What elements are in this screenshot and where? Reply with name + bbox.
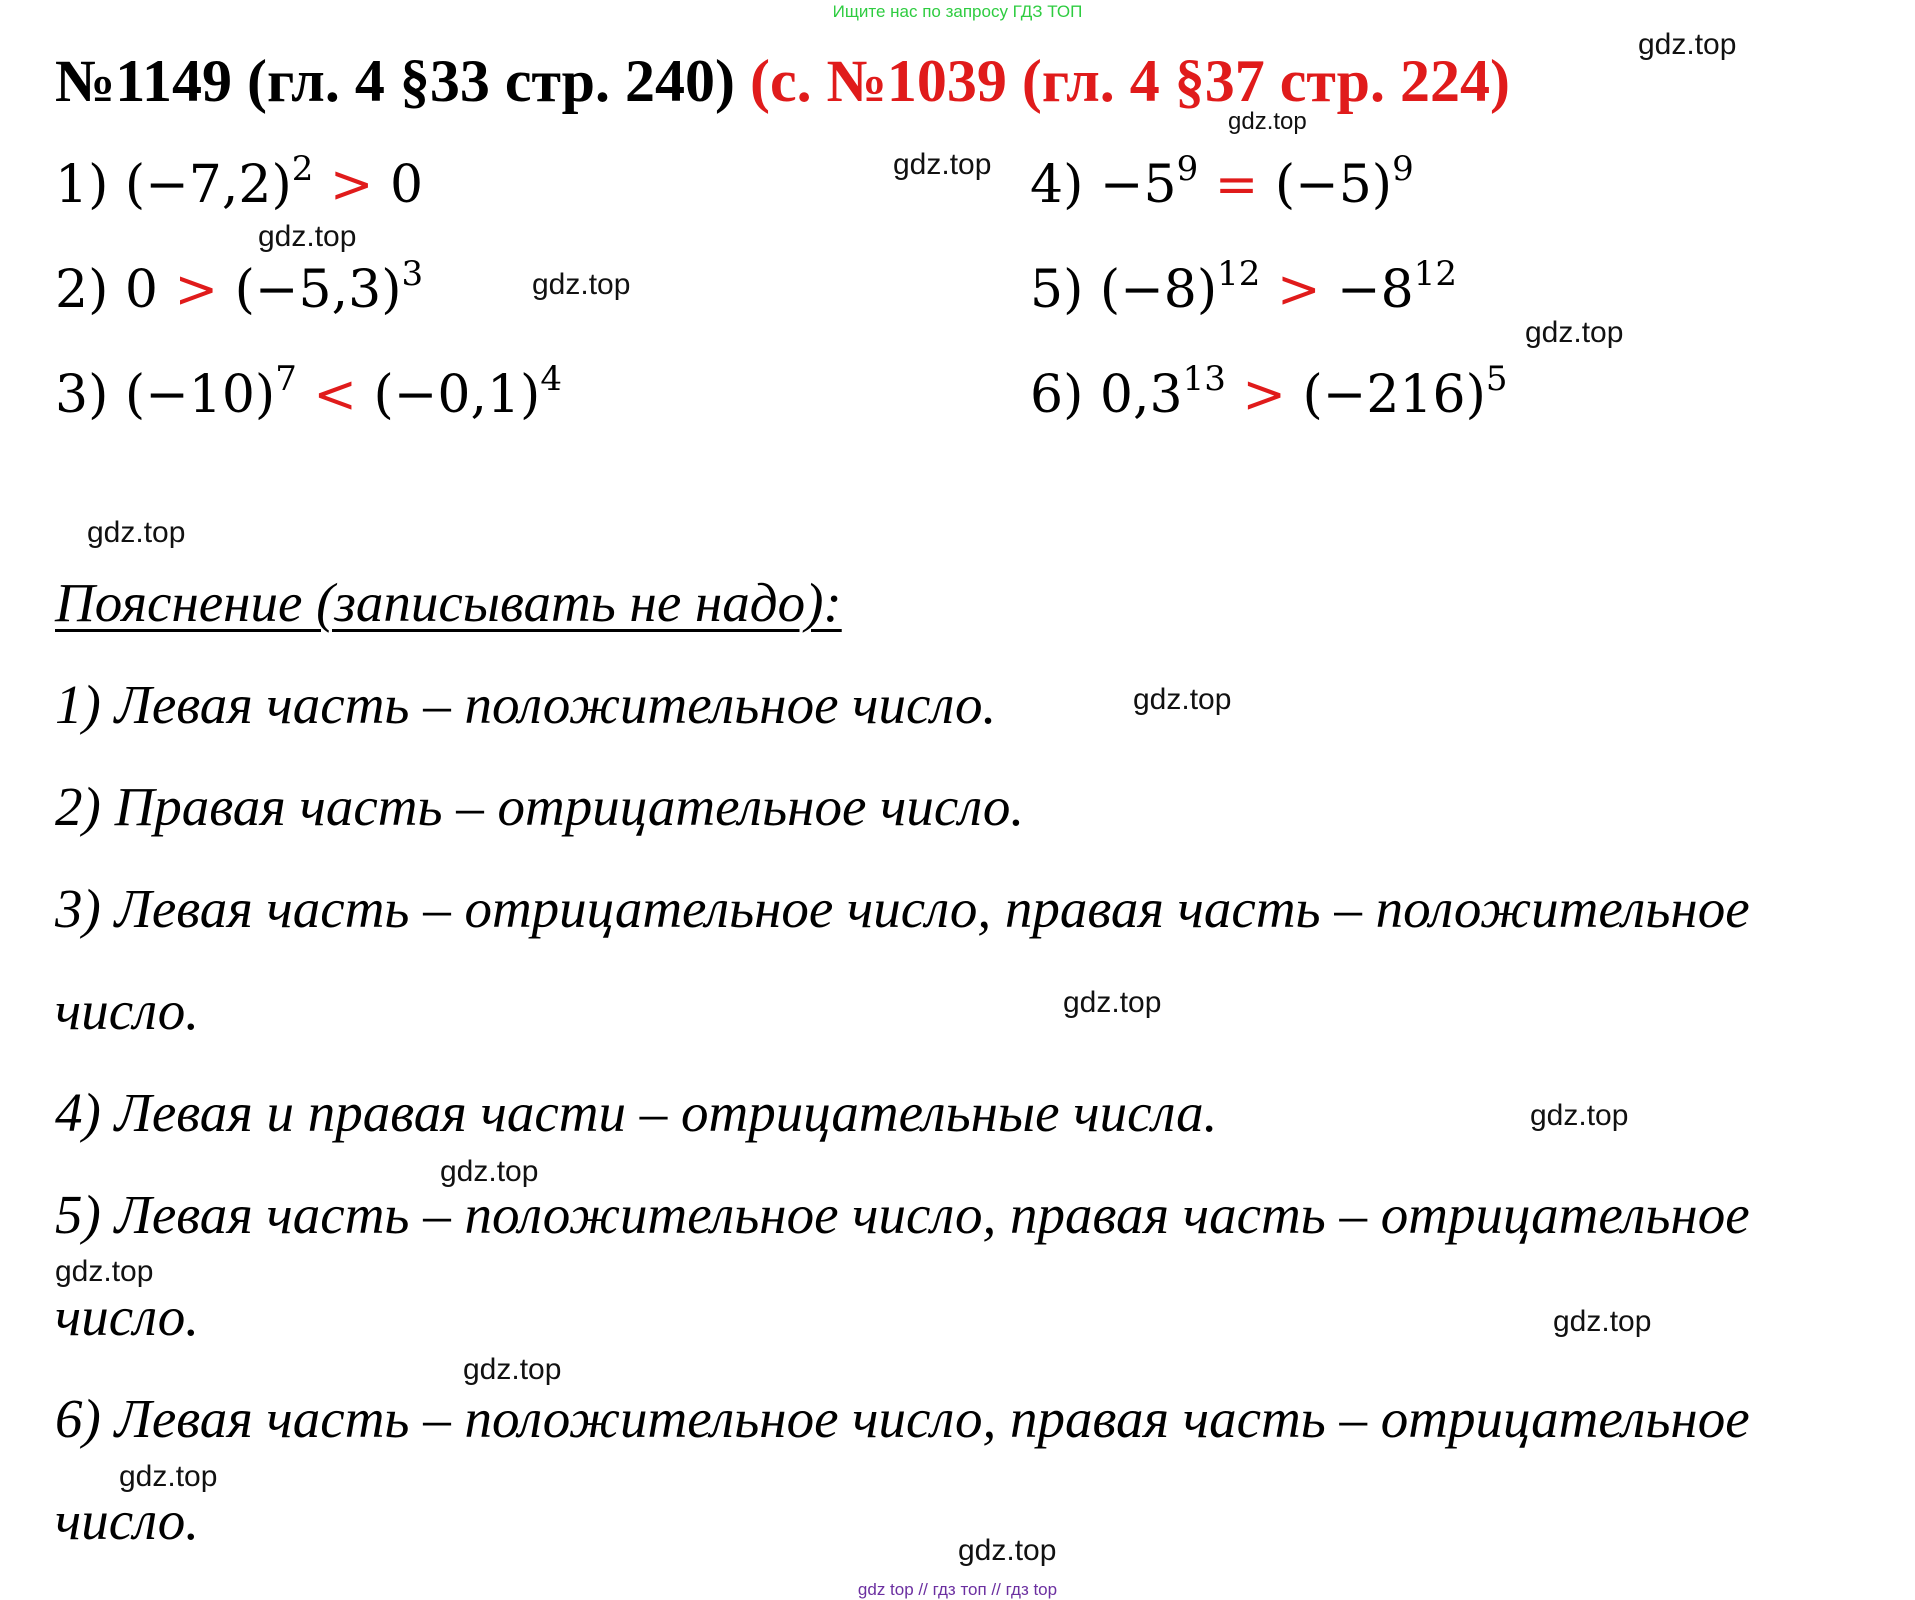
watermark: gdz.top [893, 148, 992, 181]
answer-operator: = [1214, 155, 1259, 215]
answer-number: 5) [1030, 260, 1084, 320]
exercise-title [55, 44, 1510, 118]
answer-right: 0 [390, 155, 424, 215]
answer-right: (−0,1) [373, 365, 541, 425]
answer-right: −8 [1337, 260, 1414, 320]
answer-operator: > [329, 155, 374, 215]
answer-number: 6) [1030, 365, 1084, 425]
explanation-line-1: 1) Левая часть – положительное число. [55, 674, 997, 735]
answer-left-exponent: 2 [291, 149, 314, 189]
watermark: gdz.top [55, 1255, 154, 1288]
watermark: gdz.top [258, 220, 357, 253]
answer-3 [55, 360, 562, 436]
answer-right: (−5) [1274, 155, 1393, 215]
answer-right: (−216) [1302, 365, 1486, 425]
answer-left: 0 [124, 260, 158, 320]
watermark: gdz.top [463, 1353, 562, 1386]
exercise-title-main: №1149 (гл. 4 §33 стр. 240) [55, 48, 736, 114]
answer-operator: > [1276, 260, 1321, 320]
explanation-line-4: 4) Левая и правая части – отрицательные числа. [55, 1082, 1218, 1143]
explanation-line-6-cont: число. [55, 1490, 200, 1551]
explanation-line-5: 5) Левая часть – положительное число, правая часть – отрицательное [55, 1184, 1750, 1245]
answer-2 [55, 255, 423, 331]
answer-right: (−5,3) [234, 260, 402, 320]
answer-right-exponent: 5 [1485, 359, 1508, 399]
exercise-title-alt: (с. №1039 (гл. 4 §37 стр. 224) [750, 48, 1510, 114]
watermark: gdz.top [1063, 986, 1162, 1019]
explanation-heading: Пояснение (записывать не надо): [55, 572, 842, 633]
answer-5 [1030, 255, 1457, 331]
answer-number: 3) [55, 365, 109, 425]
explanation-line-3-cont: число. [55, 980, 200, 1041]
answer-number: 2) [55, 260, 109, 320]
top-search-note: Ищите нас по запросу ГДЗ ТОП [832, 2, 1083, 21]
answer-right-exponent: 12 [1413, 254, 1457, 294]
watermark: gdz.top [1228, 108, 1307, 135]
answer-left-exponent: 13 [1182, 359, 1226, 399]
answer-operator: > [174, 260, 219, 320]
answer-operator: > [1242, 365, 1286, 425]
answer-left: 0,3 [1099, 365, 1183, 425]
explanation-line-5-cont: число. [55, 1286, 200, 1347]
answer-number: 4) [1030, 155, 1084, 215]
watermark: gdz.top [1553, 1305, 1652, 1338]
answer-right-exponent: 9 [1392, 149, 1414, 189]
answer-operator: < [313, 365, 357, 425]
explanation-line-3: 3) Левая часть – отрицательное число, правая часть – положительное [55, 878, 1750, 939]
answer-number: 1) [55, 155, 109, 215]
watermark: gdz.top [1525, 316, 1624, 349]
answer-4 [1030, 150, 1414, 226]
answer-left: −5 [1099, 155, 1177, 215]
explanation-line-2: 2) Правая часть – отрицательное число. [55, 776, 1025, 837]
answer-left: (−8) [1099, 260, 1218, 320]
watermark: gdz.top [87, 516, 186, 549]
answer-6 [1030, 360, 1508, 436]
answer-left-exponent: 12 [1217, 254, 1261, 294]
answer-left-exponent: 7 [275, 359, 297, 399]
answer-right-exponent: 4 [540, 359, 562, 399]
watermark: gdz.top [119, 1460, 218, 1493]
watermark: gdz.top [1133, 683, 1232, 716]
answer-right-exponent: 3 [401, 254, 424, 294]
answer-left-exponent: 9 [1176, 149, 1199, 189]
watermark: gdz.top [1530, 1099, 1629, 1132]
footer-note: gdz top // гдз топ // гдз top [857, 1580, 1058, 1599]
explanation-line-6: 6) Левая часть – положительное число, правая часть – отрицательное [55, 1388, 1750, 1449]
watermark: gdz.top [440, 1155, 539, 1188]
answer-left: (−10) [124, 365, 276, 425]
answer-left: (−7,2) [124, 155, 292, 215]
watermark: gdz.top [958, 1534, 1057, 1567]
watermark: gdz.top [1638, 28, 1737, 61]
watermark: gdz.top [532, 268, 631, 301]
answer-1 [55, 150, 423, 226]
